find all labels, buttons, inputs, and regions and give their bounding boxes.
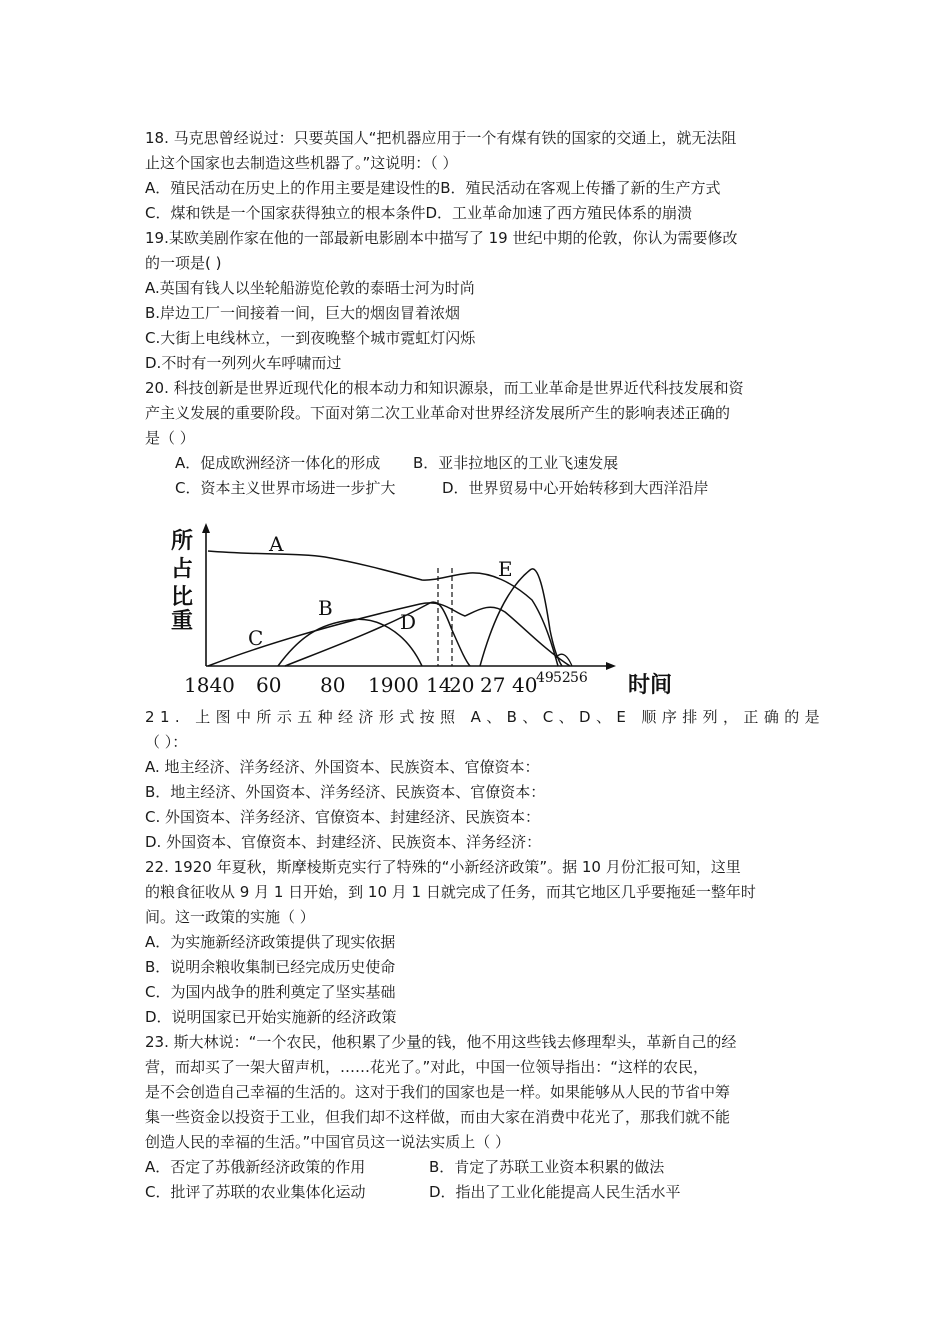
q20-option-a: A．促成欧洲经济一体化的形成: [175, 454, 381, 472]
q19-stem-line2: 的一项是( ): [145, 254, 222, 272]
q23-stem-line1: 23. 斯大林说：“一个农民，他积累了少量的钱，他不用这些钱去修理犁头，革新自己的经: [145, 1033, 737, 1051]
series-label-b: B: [318, 596, 333, 620]
q20-stem-line1: 20. 科技创新是世界近现代化的根本动力和知识源泉，而工业革命是世界近代科技发展和资: [145, 379, 744, 397]
q23-option-b: B．肯定了苏联工业资本积累的做法: [429, 1158, 665, 1176]
x-tick-label: 40: [512, 673, 538, 697]
y-axis-char: 所: [170, 528, 194, 554]
x-axis-title: 时间: [628, 672, 673, 698]
x-tick-label: 60: [256, 673, 282, 697]
q20-option-c: C．资本主义世界市场进一步扩大: [175, 479, 396, 497]
q21-stem-line1: 21. 上图中所示五种经济形式按照 A、B、C、D、E 顺序排列，正确的是: [145, 708, 826, 726]
q22-stem-line3: 间。这一政策的实施（ ）: [145, 908, 315, 926]
q22-stem-line2: 的粮食征收从 9 月 1 日开始，到 10 月 1 日就完成了任务，而其它地区几乎要拖延一整年时: [145, 883, 756, 901]
q20-option-b: B．亚非拉地区的工业飞速发展: [413, 454, 619, 472]
q21-option-c: C. 外国资本、洋务经济、官僚资本、封建经济、民族资本：: [145, 808, 541, 826]
x-tick-label: 14: [426, 673, 452, 697]
q20-options-row2: [175, 478, 840, 498]
q22-option-d: D．说明国家已开始实施新的经济政策: [145, 1008, 397, 1026]
x-tick-label: 49: [536, 670, 554, 686]
x-tick-label: 56: [570, 670, 588, 686]
y-axis-title: [171, 528, 193, 634]
q19-option-b: B.岸边工厂一间接着一间，巨大的烟囱冒着浓烟: [145, 304, 461, 322]
series-label-a: A: [269, 532, 284, 556]
q20-stem-line3: 是（ ）: [145, 429, 195, 447]
q18-options-row2: [145, 203, 810, 223]
x-tick-label: 1840: [184, 673, 235, 697]
x-tick-label: 80: [320, 673, 346, 697]
q18-option-b: B．殖民活动在客观上传播了新的生产方式: [440, 179, 721, 197]
x-tick-label: 1900: [368, 673, 419, 697]
q23-option-a: A．否定了苏俄新经济政策的作用: [145, 1158, 366, 1176]
x-tick-labels: [184, 670, 588, 697]
q18-option-c: C．煤和铁是一个国家获得独立的根本条件: [145, 204, 426, 222]
q23-stem-line2: 营，而却买了一架大留声机，……花光了。”对此，中国一位领导指出：“这样的农民，: [145, 1058, 709, 1076]
x-tick-label: 20: [449, 673, 475, 697]
q21-option-d: D. 外国资本、官僚资本、封建经济、民族资本、洋务经济：: [145, 833, 542, 851]
q20-stem-line2: 产主义发展的重要阶段。下面对第二次工业革命对世界经济发展所产生的影响表述正确的: [145, 404, 731, 422]
q18-stem-line2: 止这个国家也去制造这些机器了。”这说明：（ ）: [145, 154, 458, 172]
q18-options-row1: [145, 178, 810, 198]
series-label-c: C: [248, 626, 264, 650]
q19-option-c: C.大街上电线林立，一到夜晚整个城市霓虹灯闪烁: [145, 329, 476, 347]
q18-option-d: D．工业革命加速了西方殖民体系的崩溃: [425, 204, 693, 222]
series-label-d: D: [400, 610, 417, 634]
q21-stem-line2: （ ）：: [145, 733, 188, 751]
q23-stem-line5: 创造人民的幸福的生活。”中国官员这一说法实质上（ ）: [145, 1133, 511, 1151]
y-axis-char: 占: [170, 556, 194, 582]
q19-option-d: D.不时有一列列火车呼啸而过: [145, 354, 342, 372]
q23-options-row1: [145, 1157, 810, 1177]
q20-options-row1: [175, 453, 840, 473]
q23-stem-line4: 集一些资金以投资于工业，但我们却不这样做，而由大家在消费中花光了，那我们就不能: [145, 1108, 731, 1126]
y-axis-char: 比: [170, 584, 194, 610]
q23-options-row2: [145, 1182, 810, 1202]
q21-option-a: A. 地主经济、洋务经济、外国资本、民族资本、官僚资本：: [145, 758, 540, 776]
q22-stem-line1: 22. 1920 年夏秋，斯摩棱斯克实行了特殊的“小新经济政策”。据 10 月份汇报可知，这里: [145, 858, 741, 876]
q22-option-c: C．为国内战争的胜利奠定了坚实基础: [145, 983, 396, 1001]
y-axis-char: 重: [170, 608, 194, 634]
q21-option-b: B．地主经济、外国资本、洋务经济、民族资本、官僚资本：: [145, 783, 546, 801]
q23-option-d: D．指出了工业化能提高人民生活水平: [429, 1183, 681, 1201]
q18-stem-line1: 18. 马克思曾经说过：只要英国人“把机器应用于一个有煤有铁的国家的交通上，就无法阻: [145, 129, 737, 147]
x-axis-arrow: [606, 662, 616, 670]
curve-d: [285, 602, 470, 666]
y-axis-arrow: [202, 523, 210, 533]
q19-stem-line1: 19.某欧美剧作家在他的一部最新电影剧本中描写了 19 世纪中期的伦敦，你认为需要修改: [145, 229, 738, 247]
x-tick-label: 27: [480, 673, 506, 697]
q22-option-a: A．为实施新经济政策提供了现实依据: [145, 933, 396, 951]
series-label-e: E: [498, 557, 513, 581]
q23-stem-line3: 是不会创造自己幸福的生活的。这对于我们的国家也是一样。如果能够从人民的节省中筹: [145, 1083, 731, 1101]
q19-option-a: A.英国有钱人以坐轮船游览伦敦的泰晤士河为时尚: [145, 279, 475, 297]
q22-option-b: B．说明余粮收集制已经完成历史使命: [145, 958, 396, 976]
q20-option-d: D．世界贸易中心开始转移到大西洋沿岸: [442, 479, 709, 497]
economy-share-chart: [160, 520, 673, 702]
q18-option-a: A．殖民活动在历史上的作用主要是建设性的: [145, 179, 441, 197]
q23-option-c: C．批评了苏联的农业集体化运动: [145, 1183, 366, 1201]
x-tick-label: 52: [553, 670, 571, 686]
